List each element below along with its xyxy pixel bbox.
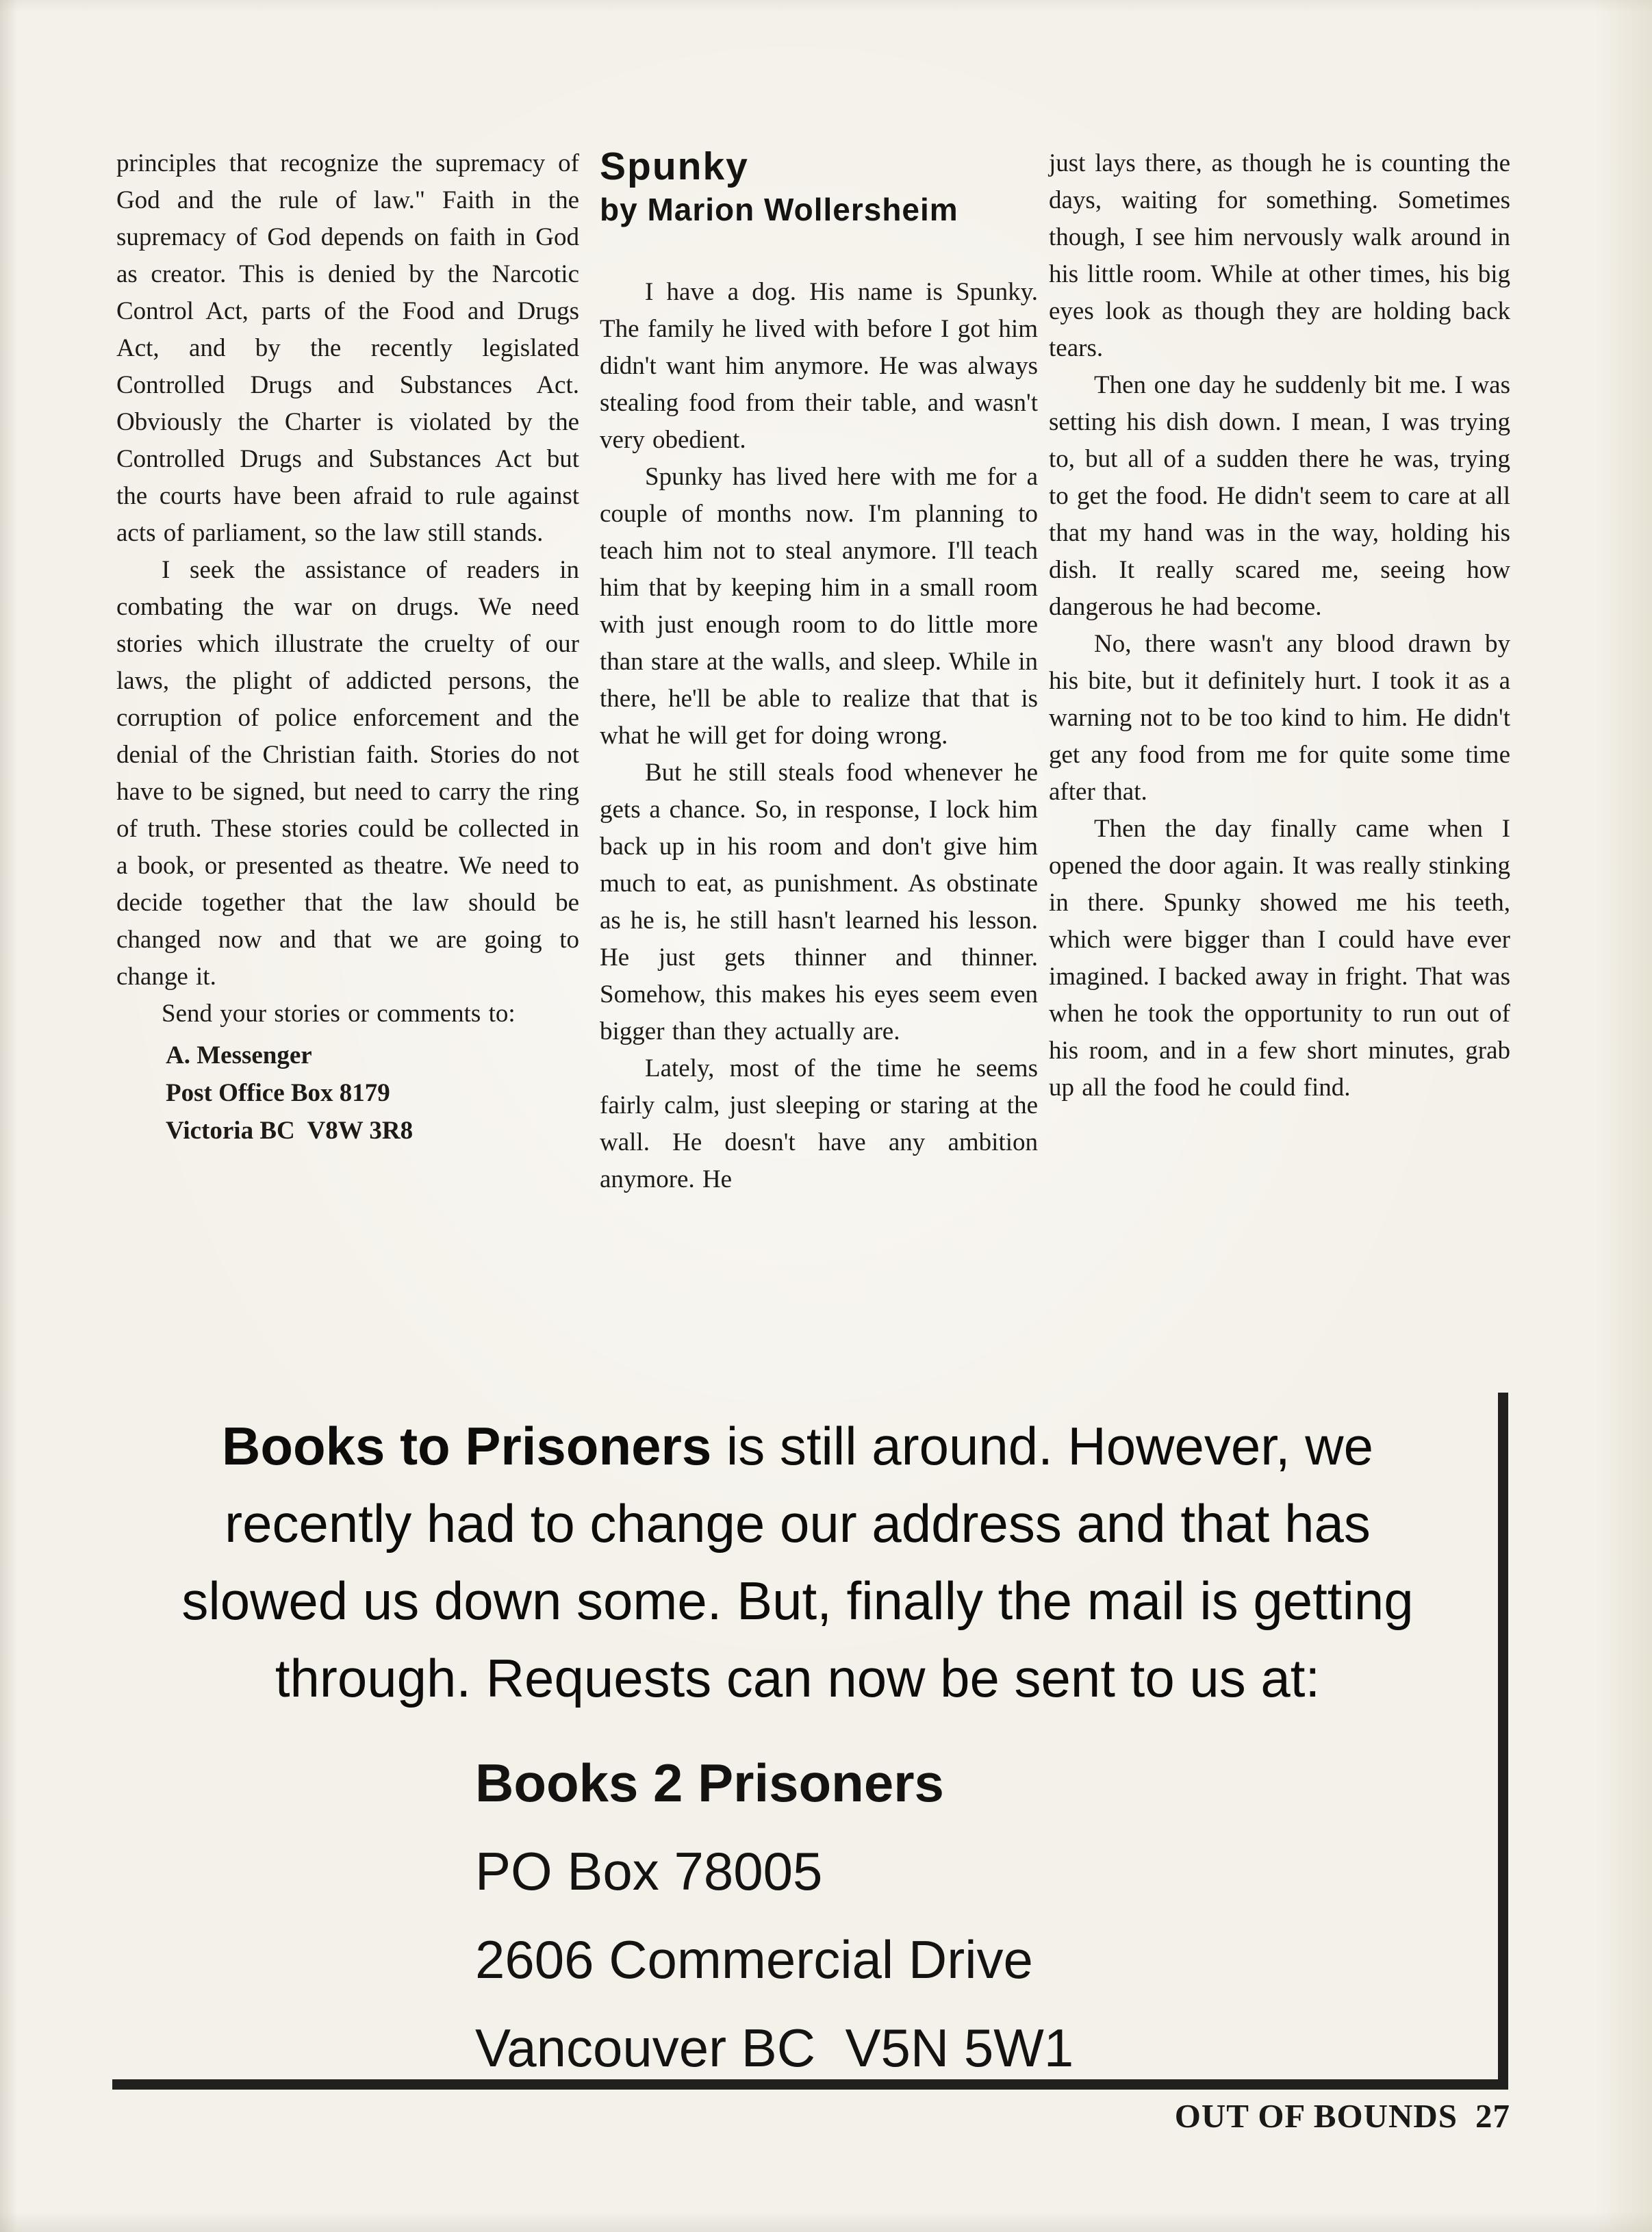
- article-title: Spunky: [600, 144, 749, 188]
- address-line: A. Messenger: [166, 1041, 312, 1069]
- paragraph: I have a dog. His name is Spunky. The family he lived with before I got him didn't want him anymore. He was always stealing food from their table, and wasn't very obedient.: [600, 278, 1038, 454]
- books-to-prisoners-notice: [137, 1408, 1458, 1717]
- paragraph: Lately, most of the time he seems fairly calm, just sleeping or staring at the wall. He doesn't have any ambition anymore. He: [600, 1054, 1038, 1193]
- notice-box-right-border: [1498, 1393, 1508, 2090]
- notice-box-bottom-border: [112, 2079, 1508, 2090]
- paragraph-continuation: just lays there, as though he is counting the days, waiting for something. Sometimes though, I see him nervously walk around in his little room. While at other times, his big eyes look as though they are holding back tears.: [1049, 149, 1510, 362]
- notice-bold-lead: Books to Prisoners: [222, 1416, 712, 1476]
- address-line: Post Office Box 8179: [166, 1079, 390, 1107]
- paragraph: But he still steals food whenever he gets a chance. So, in response, I lock him back up in his room and don't give him much to eat, as punishment. As obstinate as he is, he still hasn't learned his lesson. He just gets thinner and thinner. Somehow, this makes his eyes seem even bigger than they actually are.: [600, 759, 1038, 1045]
- paragraph: Spunky has lived here with me for a couple of months now. I'm planning to teach him not to steal anymore. I'll teach him that by keeping him in a small room with just enough room to do little more than stare at the walls, and sleep. While in there, he'll be able to realize that that is what he will get for doing wrong.: [600, 463, 1039, 750]
- page-footer: [1047, 2096, 1510, 2135]
- address-line: Vancouver BC V5N 5W1: [475, 2018, 1074, 2078]
- paragraph: I seek the assistance of readers in combating the war on drugs. We need stories which illustrate the cruelty of our laws, the plight of addicted persons, the corruption of police enforcement and the denial of the Christian faith. Stories do not have to be signed, but need to carry the ring of truth. These stories could be collected in a book, or presented as theatre. We need to decide together that the law should be changed now and that we are going to change it.: [116, 556, 579, 991]
- paragraph-continuation: principles that recognize the supremacy of God and the rule of law." Faith in the supremacy of God depends on faith in God as creator. This is denied by the Narcotic Control Act, parts of the Food and Drugs Act, and by the recently legislated Controlled Drugs and Substances Act. Obviously the Charter is violated by the Controlled Drugs and Substances Act but the courts have been afraid to rule against acts of parliament, so the law still stands.: [116, 149, 579, 547]
- paragraph: Send your stories or comments to:: [162, 1000, 516, 1028]
- notice-address-block: [475, 1739, 1073, 2092]
- paragraph: No, there wasn't any blood drawn by his bite, but it definitely hurt. I took it as a warning not to be too kind to him. He didn't get any food from me for quite some time after that.: [1049, 630, 1510, 806]
- paragraph: Then the day finally came when I opened the door again. It was really stinking in there. Spunky showed me his teeth, which were bigger than I could have ever imagined. I backed away in fright. That was when he took the opportunity to run out of his room, and in a few short minutes, grab up all the food he could find.: [1049, 815, 1510, 1102]
- address-line: PO Box 78005: [475, 1841, 823, 1901]
- article-byline: by Marion Wollersheim: [600, 192, 958, 227]
- paragraph: Then one day he suddenly bit me. I was setting his dish down. I mean, I was trying to, but all of a sudden there he was, trying to get the food. He didn't seem to care at all that my hand was in the way, holding his dish. It really scared me, seeing how dangerous he had become.: [1049, 371, 1510, 621]
- notice-body-text: is still around. However, we recently had to change our address and that has slowed us down some. But, finally the mail is getting through. Requests can now be sent to us at:: [181, 1416, 1414, 1708]
- column-middle: [600, 145, 1038, 1198]
- contact-address-block: [166, 1037, 579, 1150]
- address-line: Victoria BC V8W 3R8: [166, 1117, 414, 1145]
- address-line: 2606 Commercial Drive: [475, 1929, 1033, 1990]
- magazine-title: OUT OF BOUNDS: [1174, 2097, 1458, 2135]
- address-line: Books 2 Prisoners: [475, 1753, 944, 1813]
- page-number: 27: [1475, 2097, 1510, 2135]
- column-right: [1049, 145, 1510, 1106]
- column-left: [116, 145, 579, 1150]
